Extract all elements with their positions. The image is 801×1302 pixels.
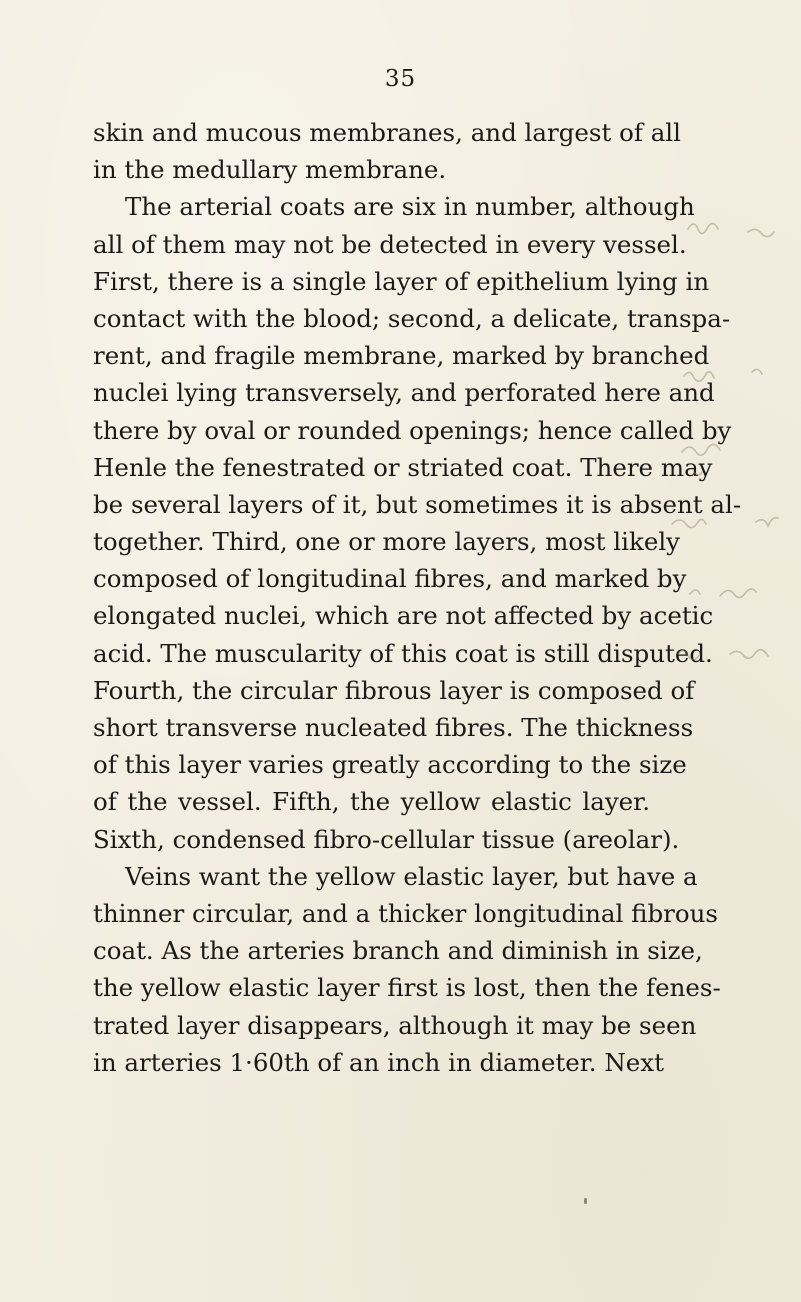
text-line-11: be several layers of it, but sometimes it is absent al- (93, 489, 742, 519)
text-line-24: the yellow elastic layer first is lost, then the fenes- (93, 973, 721, 1003)
text-line-1: skin and mucous membranes, and largest of all (93, 118, 681, 147)
text-line-26: in arteries 1·60th of an inch in diameter. Next (93, 1047, 664, 1077)
text-line-19: of the vessel. Fifth, the yellow elastic layer. (93, 787, 650, 817)
text-line-4: all of them may not be detected in every vessel. (93, 229, 687, 259)
text-line-13: composed of longitudinal fibres, and marked by (93, 564, 687, 594)
page-number: 35 (384, 66, 417, 92)
text-line-10: Henle the fenestrated or striated coat. There may (93, 452, 713, 482)
text-line-22: thinner circular, and a thicker longitudinal fibrous (93, 898, 718, 928)
text-line-15: acid. The muscularity of this coat is still disputed. (93, 638, 713, 668)
text-line-18: of this layer varies greatly according to the size (93, 750, 687, 780)
text-line-12: together. Third, one or more layers, most likely (93, 527, 680, 557)
text-line-25: trated layer disappears, although it may be seen (93, 1010, 697, 1040)
text-line-17: short transverse nucleated fibres. The thickness (93, 713, 694, 742)
text-line-23: coat. As the arteries branch and diminish in size, (93, 936, 703, 966)
text-line-8: nuclei lying transversely, and perforated here and (93, 378, 715, 408)
text-line-5: First, there is a single layer of epithelium lying in (93, 266, 710, 296)
text-line-21: Veins want the yellow elastic layer, but have a (125, 861, 698, 891)
text-line-14: elongated nuclei, which are not affected by acetic (93, 601, 714, 631)
text-line-3: The arterial coats are six in number, although (125, 192, 695, 222)
text-line-9: there by oval or rounded openings; hence called by (93, 415, 732, 445)
text-line-7: rent, and fragile membrane, marked by branched (93, 341, 710, 371)
print-speck (584, 1198, 587, 1204)
text-line-20: Sixth, condensed fibro-cellular tissue (areolar). (93, 824, 680, 854)
text-line-2: in the medullary membrane. (93, 155, 447, 185)
text-line-6: contact with the blood; second, a delicate, transpa- (93, 303, 731, 333)
margin-pencil-marks (660, 114, 801, 854)
text-line-16: Fourth, the circular fibrous layer is composed of (93, 675, 695, 705)
body-text (93, 114, 742, 1081)
